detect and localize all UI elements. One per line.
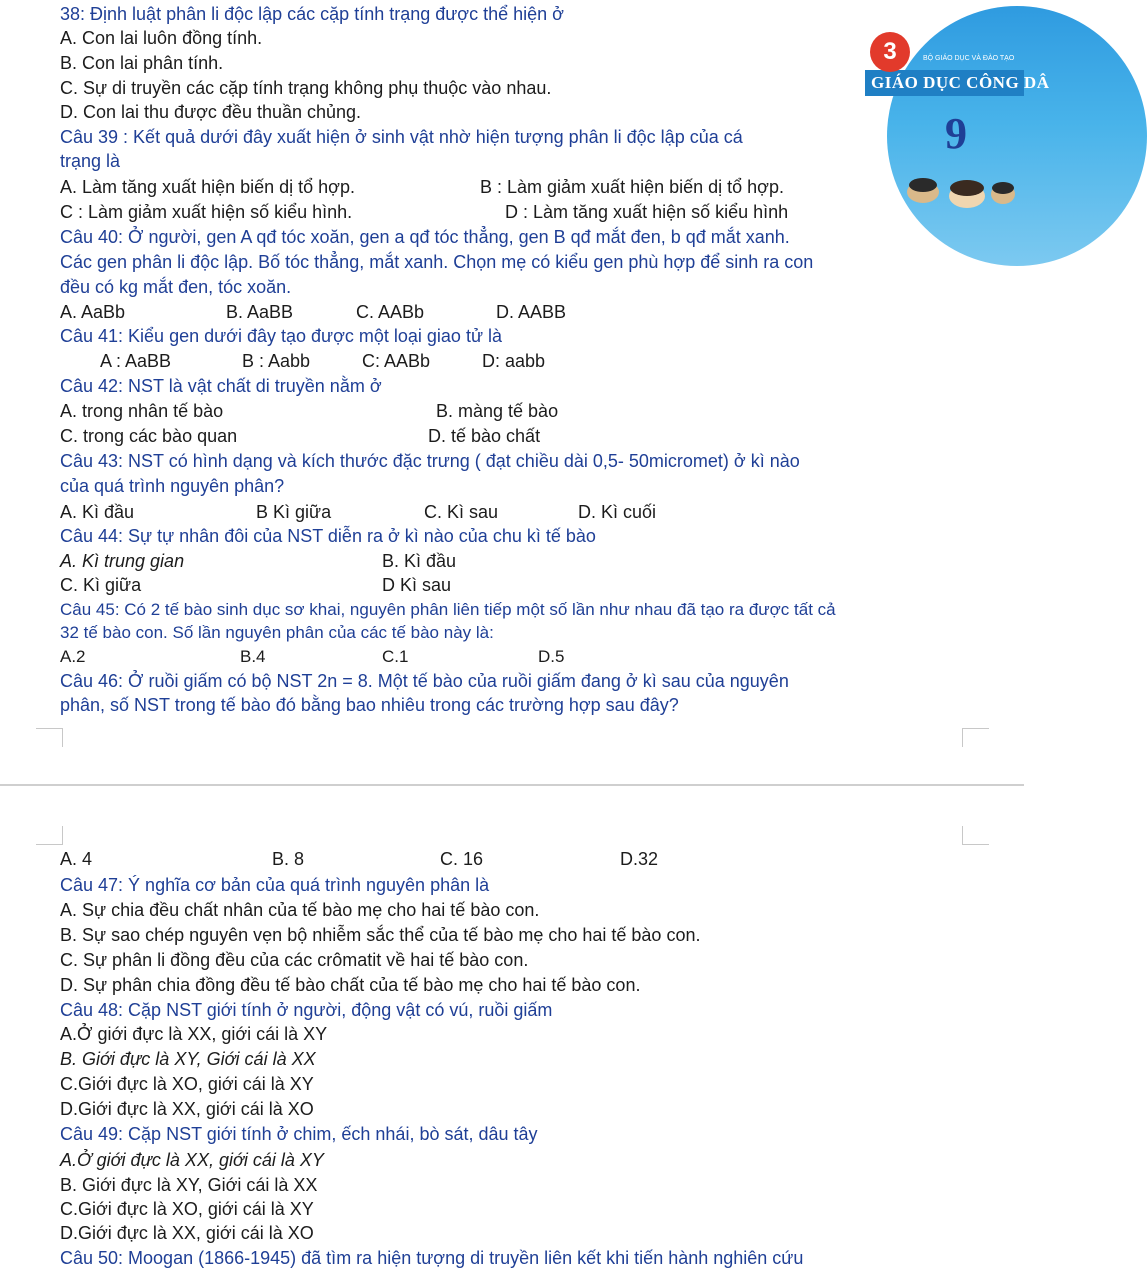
question-47-option-a: A. Sự chia đều chất nhân của tế bào mẹ cho hai tế bào con. bbox=[60, 900, 540, 920]
question-41-stem: Câu 41: Kiểu gen dưới đây tạo được một loại giao tử là bbox=[60, 326, 503, 346]
question-46-option-b: B. 8 bbox=[272, 849, 305, 869]
question-40-option-b: B. AaBB bbox=[226, 302, 294, 322]
question-40-option-c: C. AABb bbox=[356, 302, 425, 322]
question-45-stem-line-1: Câu 45: Có 2 tế bào sinh dục sơ khai, nguyên phân liên tiếp một số lần như nhau đã tạo ra được tất cả bbox=[60, 600, 836, 619]
question-45-option-d: D.5 bbox=[538, 647, 565, 666]
question-46-stem-line-2: phân, số NST trong tế bào đó bằng bao nhiêu trong các trường hợp sau đây? bbox=[60, 695, 679, 715]
question-45-stem-line-2: 32 tế bào con. Số lần nguyên phân của các tế bào này là: bbox=[60, 623, 494, 642]
question-39-stem-line-1: Câu 39 : Kết quả dưới đây xuất hiện ở sinh vật nhờ hiện tượng phân li độc lập của cá bbox=[60, 127, 743, 147]
question-39-options-row-1 bbox=[60, 176, 960, 198]
question-46-option-a: A. 4 bbox=[60, 849, 93, 869]
question-47-option-c: C. Sự phân li đồng đều của các crômatit về hai tế bào con. bbox=[60, 950, 529, 970]
question-46-option-c: C. 16 bbox=[440, 849, 484, 869]
question-41-option-c: C: AABb bbox=[362, 351, 431, 371]
question-41-option-d: D: aabb bbox=[482, 351, 546, 371]
question-49-option-a: A.Ở giới đực là XX, giới cái là XY bbox=[60, 1150, 324, 1170]
question-38-option-a: A. Con lai luôn đồng tính. bbox=[60, 28, 263, 48]
page-corner-top-right bbox=[962, 728, 989, 747]
question-39-option-d: D : Làm tăng xuất hiện số kiểu hình bbox=[505, 202, 789, 222]
question-40-option-a: A. AaBb bbox=[60, 302, 126, 322]
question-40-stem-line-3: đều có kg mắt đen, tóc xoăn. bbox=[60, 277, 292, 297]
cover-publisher-text: BỘ GIÁO DỤC VÀ ĐÀO TẠO bbox=[923, 55, 1015, 62]
question-42-option-d: D. tế bào chất bbox=[428, 426, 541, 446]
cover-children-illustration bbox=[905, 170, 1015, 210]
question-46-option-d: D.32 bbox=[620, 849, 659, 869]
question-44-stem: Câu 44: Sự tự nhân đôi của NST diễn ra ở kì nào của chu kì tế bào bbox=[60, 526, 596, 546]
cover-badge: 3 bbox=[870, 32, 910, 72]
page-corner-bottom-left bbox=[36, 826, 63, 845]
question-48-option-d: D.Giới đực là XX, giới cái là XO bbox=[60, 1099, 314, 1119]
question-47-option-b: B. Sự sao chép nguyên vẹn bộ nhiễm sắc thể của tế bào mẹ cho hai tế bào con. bbox=[60, 925, 701, 945]
question-39-option-b: B : Làm giảm xuất hiện biến dị tổ hợp. bbox=[480, 177, 784, 197]
question-40-stem-line-2: Các gen phân li độc lập. Bố tóc thẳng, mắt xanh. Chọn mẹ có kiểu gen phù hợp để sinh ra con bbox=[60, 252, 814, 272]
question-44-option-b: B. Kì đầu bbox=[382, 551, 457, 571]
question-50-stem: Câu 50: Moogan (1866-1945) đã tìm ra hiện tượng di truyền liên kết khi tiến hành nghiên cứu bbox=[60, 1248, 804, 1268]
question-43-option-d: D. Kì cuối bbox=[578, 502, 657, 522]
question-49-option-b: B. Giới đực là XY, Giới cái là XX bbox=[60, 1175, 318, 1195]
question-46-stem-line-1: Câu 46: Ở ruồi giấm có bộ NST 2n = 8. Một tế bào của ruồi giấm đang ở kì sau của nguyên bbox=[60, 671, 789, 691]
cover-title: GIÁO DỤC CÔNG DÂ bbox=[871, 73, 1050, 92]
question-43-option-a: A. Kì đầu bbox=[60, 502, 135, 522]
question-41-option-b: B : Aabb bbox=[242, 351, 311, 371]
question-46-options bbox=[60, 848, 760, 870]
question-42-option-b: B. màng tế bào bbox=[436, 401, 559, 421]
page-break-divider bbox=[0, 784, 1024, 786]
question-42-stem: Câu 42: NST là vật chất di truyền nằm ở bbox=[60, 376, 382, 396]
question-43-stem-line-2: của quá trình nguyên phân? bbox=[60, 476, 285, 496]
question-39-option-c: C : Làm giảm xuất hiện số kiểu hình. bbox=[60, 202, 353, 222]
question-42-options-row-2 bbox=[60, 425, 760, 447]
textbook-cover bbox=[865, 0, 1050, 230]
question-38-option-c: C. Sự di truyền các cặp tính trạng không phụ thuộc vào nhau. bbox=[60, 78, 552, 98]
question-43-option-c: C. Kì sau bbox=[424, 502, 499, 522]
question-41-option-a: A : AaBB bbox=[100, 351, 172, 371]
question-42-option-c: C. trong các bào quan bbox=[60, 426, 238, 446]
question-49-option-d: D.Giới đực là XX, giới cái là XO bbox=[60, 1223, 314, 1243]
question-39-option-a: A. Làm tăng xuất hiện biến dị tổ hợp. bbox=[60, 177, 355, 197]
question-39-options-row-2 bbox=[60, 201, 960, 223]
question-41-options bbox=[60, 350, 760, 372]
question-39-stem-line-2: trạng là bbox=[60, 151, 121, 171]
question-43-option-b: B Kì giữa bbox=[256, 502, 332, 522]
question-47-option-d: D. Sự phân chia đồng đều tế bào chất của tế bào mẹ cho hai tế bào con. bbox=[60, 975, 641, 995]
question-43-stem-line-1: Câu 43: NST có hình dạng và kích thước đặc trưng ( đạt chiều dài 0,5- 50micromet) ở kì nào bbox=[60, 451, 800, 471]
question-40-options bbox=[60, 301, 760, 323]
question-44-option-a: A. Kì trung gian bbox=[60, 551, 185, 571]
question-49-stem: Câu 49: Cặp NST giới tính ở chim, ếch nhái, bò sát, dâu tây bbox=[60, 1124, 538, 1144]
question-44-options-row-2 bbox=[60, 574, 760, 596]
question-45-option-b: B.4 bbox=[240, 647, 266, 666]
question-48-option-c: C.Giới đực là XO, giới cái là XY bbox=[60, 1074, 314, 1094]
question-42-option-a: A. trong nhân tế bào bbox=[60, 401, 224, 421]
question-48-option-a: A.Ở giới đực là XX, giới cái là XY bbox=[60, 1024, 328, 1044]
question-44-option-d: D Kì sau bbox=[382, 575, 452, 595]
question-43-options bbox=[60, 501, 760, 523]
cover-grade-number: 9 bbox=[945, 109, 967, 158]
question-42-options-row-1 bbox=[60, 400, 760, 422]
question-40-option-d: D. AABB bbox=[496, 302, 567, 322]
question-38-option-d: D. Con lai thu được đều thuần chủng. bbox=[60, 102, 362, 122]
question-45-option-a: A.2 bbox=[60, 647, 86, 666]
page-corner-bottom-right bbox=[962, 826, 989, 845]
question-44-option-c: C. Kì giữa bbox=[60, 575, 142, 595]
question-38-stem: 38: Định luật phân li độc lập các cặp tính trạng được thể hiện ở bbox=[60, 4, 564, 24]
question-45-options bbox=[60, 646, 760, 668]
question-45-option-c: C.1 bbox=[382, 647, 409, 666]
cover-sky-arc bbox=[887, 6, 1147, 266]
page-corner-top-left bbox=[36, 728, 63, 747]
question-49-option-c: C.Giới đực là XO, giới cái là XY bbox=[60, 1199, 314, 1219]
question-48-stem: Câu 48: Cặp NST giới tính ở người, động vật có vú, ruồi giấm bbox=[60, 1000, 553, 1020]
question-44-options-row-1 bbox=[60, 550, 760, 572]
question-40-stem-line-1: Câu 40: Ở người, gen A qđ tóc xoăn, gen a qđ tóc thẳng, gen B qđ mắt đen, b qđ mắt xanh. bbox=[60, 227, 790, 247]
question-38-option-b: B. Con lai phân tính. bbox=[60, 53, 224, 73]
question-48-option-b: B. Giới đực là XY, Giới cái là XX bbox=[60, 1049, 316, 1069]
question-47-stem: Câu 47: Ý nghĩa cơ bản của quá trình nguyên phân là bbox=[60, 875, 490, 895]
